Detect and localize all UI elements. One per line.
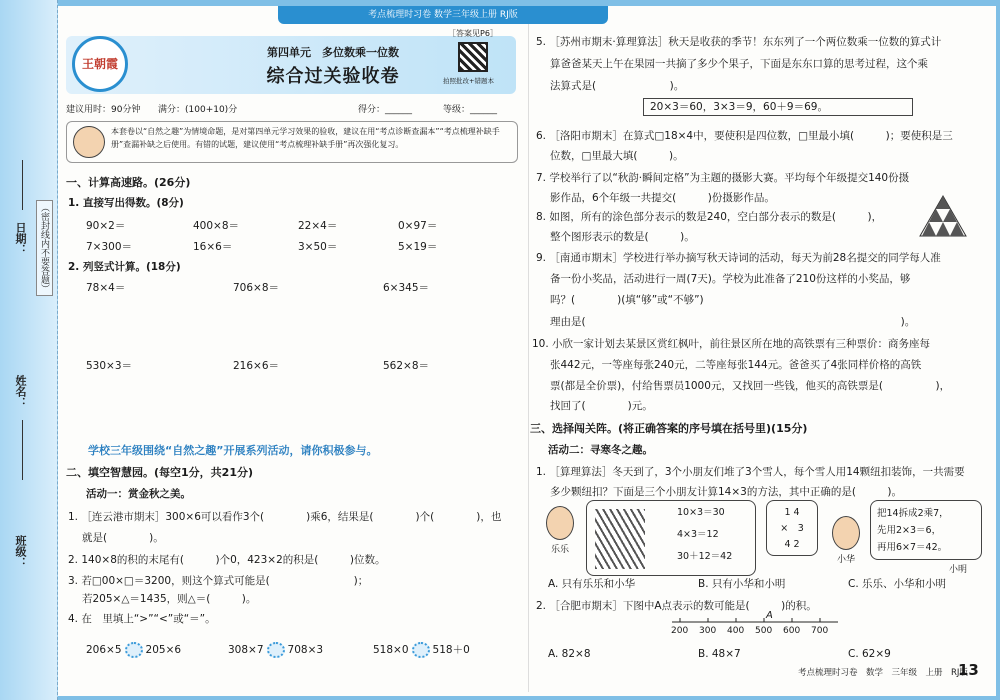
question-9-reason: 理由是( )。: [550, 316, 916, 328]
unit-title: 第四单元 多位数乘一位数: [267, 46, 399, 59]
q1-title: 1. 直接写出得数。(8分): [68, 197, 184, 209]
xiaohua-method-card: 1 4 × 3 4 2: [766, 500, 818, 556]
question-7: 7. 学校举行了以“秋韵·瞬间定格”为主题的摄影大赛。平均每个年级提交140份摄: [536, 172, 910, 184]
page-number: 13: [958, 661, 979, 679]
kid-lele: 乐乐: [538, 506, 582, 555]
axis-tick-label: 600: [783, 626, 801, 636]
child-avatar-icon: [832, 516, 860, 550]
page-title: 综合过关验收卷: [266, 66, 400, 87]
calc-item: 0×97＝: [398, 220, 438, 232]
worksheet: [58, 6, 996, 696]
calc-item: 22×4＝: [298, 220, 338, 232]
brand-logo: 王朝霞: [72, 36, 128, 92]
xiaoming-method-card: 把14拆成2乘7， 先用2×3＝6， 再用6×7＝42。: [870, 500, 982, 560]
question-6-cont: 位数，□里最大填( )。: [550, 150, 684, 162]
compare-item: 308×7 708×3: [228, 644, 324, 656]
point-a-label: A: [766, 610, 773, 621]
question-7-cont: 影作品，6个年级一共提交( )份摄影作品。: [550, 192, 775, 204]
fill-question-3: 3. 若□00×□＝3200，则这个算式可能是( )；: [68, 575, 369, 587]
date-label: 日期：: [14, 222, 27, 255]
axis-tick-label: 200: [671, 626, 689, 636]
question-10-cont2: 票(都是全价票)，付给售票员1000元，又找回一些钱，他买的高铁票是( )，: [550, 380, 951, 392]
q2-title: 2. 列竖式计算。(18分): [68, 261, 181, 273]
triangle-figure: [918, 194, 968, 238]
choice-question-1-cont: 多少颗纽扣？下面是三个小朋友计算14×3的方法，其中正确的是( )。: [550, 486, 903, 498]
question-9-cont: 备一份小奖品，活动进行一周(7天)。学校为此准备了210份这样的小奖品，够: [550, 273, 911, 285]
axis-tick-label: 500: [755, 626, 773, 636]
fill-question-3-cont: 若205×△＝1435，则△＝( )。: [82, 593, 257, 605]
answer-reference: ［答案见P6］: [448, 29, 498, 38]
section-2-title: 二、填空智慧园。(每空1分，共21分): [66, 466, 254, 479]
class-label: 班级：: [14, 535, 27, 568]
axis-tick-label: 700: [811, 626, 829, 636]
calc-item: 3×50＝: [298, 241, 338, 253]
binding-strip: [0, 0, 58, 700]
vertical-calc-item: 706×8＝: [233, 282, 280, 294]
kid-xiaoming: 小明: [948, 565, 967, 575]
qr-caption: 拍照批改+错题本: [443, 77, 494, 85]
suggested-time: 建议用时：90分钟: [66, 105, 141, 115]
vertical-calc-item: 562×8＝: [383, 360, 430, 372]
name-label: 姓名：: [14, 375, 27, 408]
question-10: 10. 小欣一家计划去某景区赏红枫叶，前往景区所在地的高铁票有三种票价：商务座每: [532, 338, 931, 350]
qr-code-icon[interactable]: [458, 42, 488, 72]
exam-notice: [66, 121, 518, 163]
grade-field[interactable]: 等级：______: [443, 105, 498, 115]
section-3-title: 三、选择闯关阵。(将正确答案的序号填在括号里)(15分): [530, 422, 808, 435]
question-6: 6. ［洛阳市期末］在算式□18×4中，要使积是四位数，□里最小填( )；要使积是三: [536, 130, 953, 142]
kid-xiaohua: 小华: [826, 516, 866, 565]
vertical-calc-item: 6×345＝: [383, 282, 430, 294]
compare-item: 206×5 205×6: [86, 644, 182, 656]
vertical-calc-item: 78×4＝: [86, 282, 126, 294]
vertical-calc-item: 530×3＝: [86, 360, 133, 372]
question-5-cont: 算爸爸某天上午在果园一共摘了多少个果子，下面是东东口算的思考过程，这个乘: [550, 58, 928, 70]
choice-option[interactable]: B. 48×7: [698, 648, 741, 660]
fill-question-1: 1. ［连云港市期末］300×6可以看作3个( )乘6，结果是( )个( )，也: [68, 511, 502, 523]
seal-notice: （密封线内不要答题）: [36, 200, 53, 296]
choice-option[interactable]: C. 乐乐、小华和小明: [848, 578, 947, 590]
axis-tick-label: 400: [727, 626, 745, 636]
choice-option[interactable]: A. 82×8: [548, 648, 591, 660]
top-banner: 考点梳理时习卷 数学三年级上册 RJ版: [278, 6, 608, 24]
fill-question-4: 4. 在 里填上“>”“<”或“＝”。: [68, 613, 216, 625]
choice-question-2: 2. ［合肥市期末］下图中A点表示的数可能是( )的积。: [536, 600, 817, 612]
notice-text: 本套卷以“自然之趣”为情境命题，是对第四单元学习效果的验收，建议在用“考点诊断查漏本”“考点梳理补缺手册”查漏补缺之后使用。有错的试题，建议使用“考点梳理补缺手册”再次强化复习。: [111, 127, 500, 149]
question-10-cont: 张442元，一等座每张240元，二等座每张144元。爸爸买了4张同样价格的高铁: [550, 359, 922, 371]
choice-option[interactable]: B. 只有小华和小明: [698, 578, 786, 590]
question-9: 9. ［南通市期末］学校进行举办摘写秋天诗词的活动，每天为前28名提交的同学每人准: [536, 252, 941, 264]
theme-banner: 学校三年级围绕“自然之趣”开展系列活动，请你积极参与。: [88, 444, 378, 457]
calc-item: 5×19＝: [398, 241, 438, 253]
question-8-cont: 整个图形表示的数是( )。: [550, 231, 695, 243]
calc-item: 90×2＝: [86, 220, 126, 232]
calc-item: 7×300＝: [86, 241, 133, 253]
activity-1-title: 活动一：赏金秋之美。: [86, 488, 191, 500]
calc-item: 16×6＝: [193, 241, 233, 253]
q5-thinking-box: 20×3＝60，3×3＝9，60＋9＝69。: [643, 98, 913, 116]
flower-blank-icon[interactable]: [412, 642, 430, 658]
axis-tick-label: 300: [699, 626, 717, 636]
lele-method-card: 10×3＝30 4×3＝12 30＋12＝42: [586, 500, 756, 576]
vertical-calc-item: 216×6＝: [233, 360, 280, 372]
teacher-avatar-icon: [73, 126, 105, 158]
activity-2-title: 活动二：寻寒冬之趣。: [548, 444, 653, 456]
compare-item: 518×0 518＋0: [373, 644, 470, 656]
choice-question-1: 1. ［算理算法］冬天到了，3个小朋友们堆了3个雪人，每个雪人用14颗纽扣装饰，一共需要: [536, 466, 965, 478]
question-9-cont2: 吗？( )(填“够”或“不够”): [550, 294, 704, 306]
question-5-cont2: 法算式是( )。: [550, 80, 685, 92]
section-1-title: 一、计算高速路。(26分): [66, 176, 191, 189]
total-score: 满分：(100+10)分: [158, 105, 238, 115]
question-5: 5. ［苏州市期末·算理算法］秋天是收获的季节！东东列了一个两位数乘一位数的算式计: [536, 36, 942, 48]
footer-text: 考点梳理时习卷 数学 三年级 上册 RJ版: [798, 668, 968, 678]
fill-question-1-cont: 就是( )。: [82, 532, 164, 544]
choice-option[interactable]: A. 只有乐乐和小华: [548, 578, 636, 590]
question-10-cont3: 找回了( )元。: [550, 400, 653, 412]
sticks-icon: [595, 509, 645, 569]
flower-blank-icon[interactable]: [267, 642, 285, 658]
score-field[interactable]: 得分：______: [358, 105, 413, 115]
question-8: 8. 如图，所有的涂色部分表示的数是240，空白部分表示的数是( )，: [536, 211, 883, 223]
calc-item: 400×8＝: [193, 220, 240, 232]
fill-question-2: 2. 140×8的积的末尾有( )个0，423×2的积是( )位数。: [68, 554, 386, 566]
flower-blank-icon[interactable]: [125, 642, 143, 658]
child-avatar-icon: [546, 506, 574, 540]
choice-option[interactable]: C. 62×9: [848, 648, 891, 660]
